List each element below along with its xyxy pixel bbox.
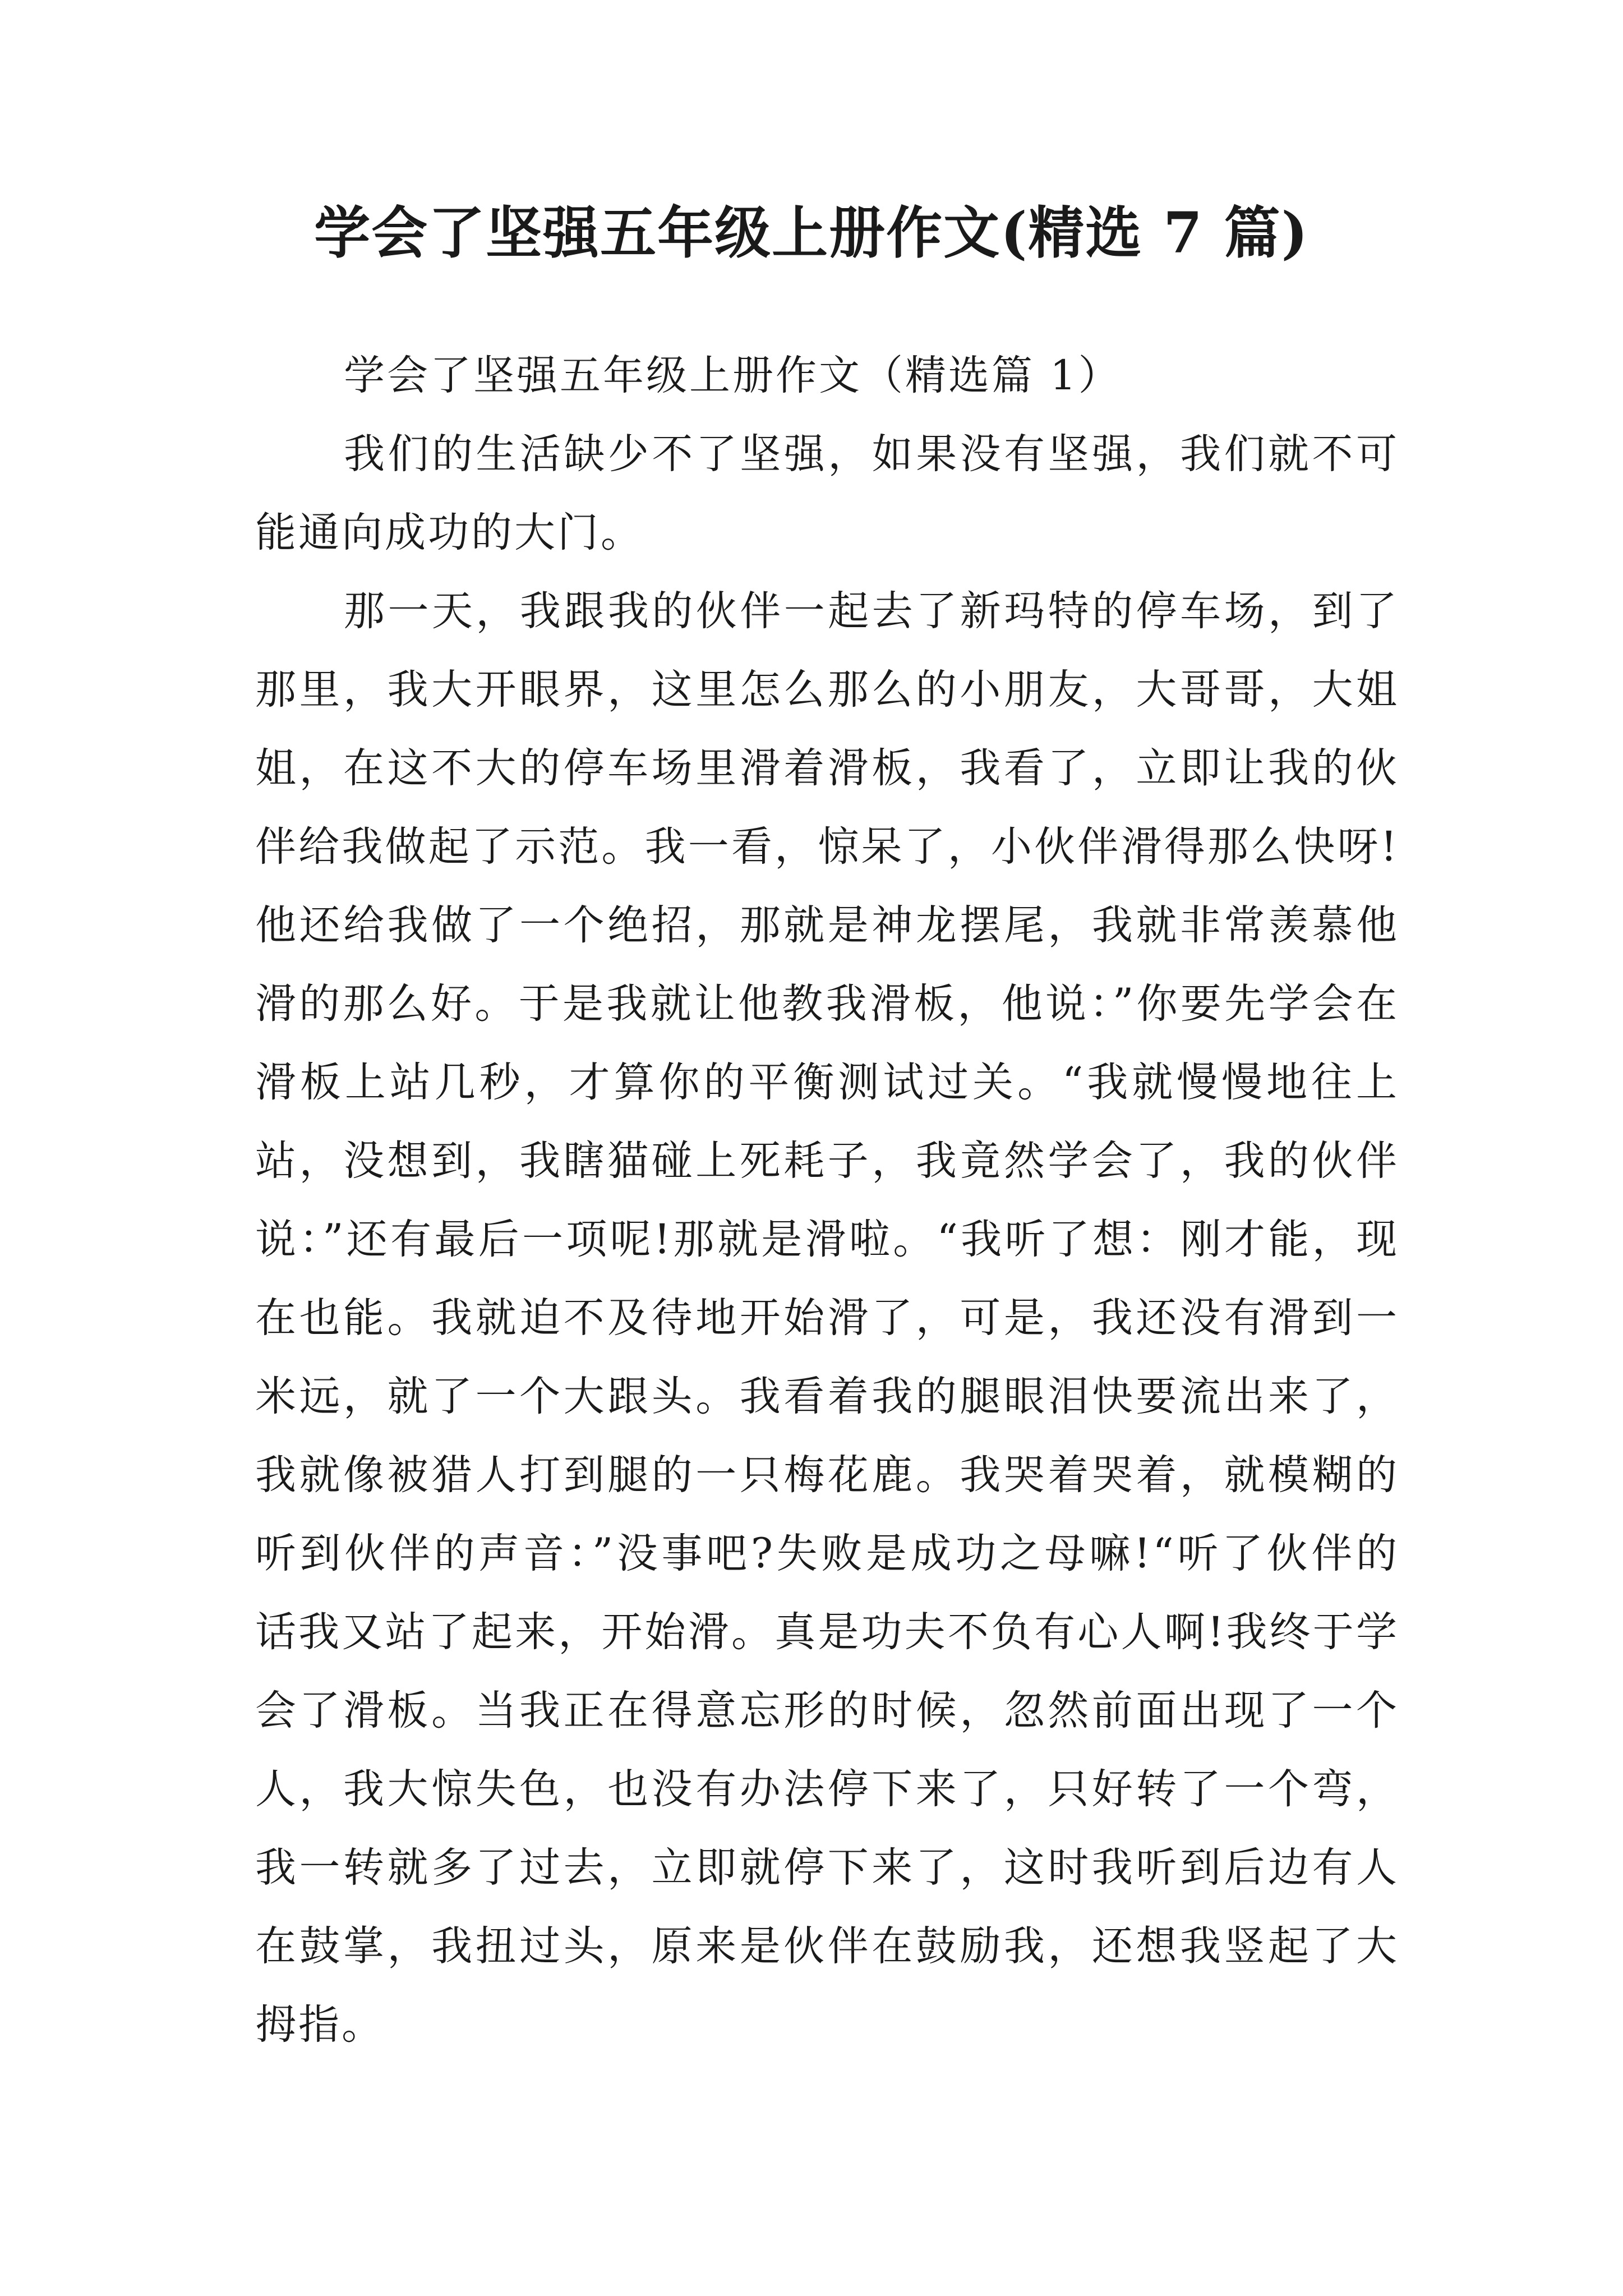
paragraph-intro: 我们的生活缺少不了坚强，如果没有坚强，我们就不可能通向成功的大门。 — [255, 430, 1399, 556]
section-heading: 学会了坚强五年级上册作文（精选篇 1） — [344, 352, 1122, 399]
paragraph-story: 那一天，我跟我的伙伴一起去了新玛特的停车场，到了那里，我大开眼界，这里怎么那么的小朋友，大哥哥，大姐姐，在这不大的停车场里滑着滑板，我看了，立即让我的伙伴给我做起了示范。我一看，惊呆了，小伙伴滑得那么快呀!他还给我做了一个绝招，那就是神龙摆尾，我就非常羡慕他滑的那么好。于是我就让他教我滑板，他说：”你要先学会在滑板上站几秒，才算你的平衡测试过关。“我就慢慢地往上站，没想到，我瞎猫碰上死耗子，我竟然学会了，我的伙伴说：”还有最后一项呢!那就是滑啦。“我听了想：刚才能，现在也能。我就迫不及待地开始滑了，可是，我还没有滑到一米远，就了一个大跟头。我看着我的腿眼泪快要流出来了，我就像被猎人打到腿的一只梅花鹿。我哭着哭着，就模糊的听到伙伴的声音：”没事吧?失败是成功之母嘛!“听了伙伴的话我又站了起来，开始滑。真是功夫不负有心人啊!我终于学会了滑板。当我正在得意忘形的时候，忽然前面出现了一个人，我大惊失色，也没有办法停下来了，只好转了一个弯，我一转就多了过去，立即就停下来了，这时我听到后边有人在鼓掌，我扭过头，原来是伙伴在鼓励我，还想我竖起了大拇指。 — [255, 587, 1399, 2049]
document-title: 学会了坚强五年级上册作文(精选 7 篇) — [314, 200, 1309, 266]
document-body — [255, 337, 1399, 2064]
